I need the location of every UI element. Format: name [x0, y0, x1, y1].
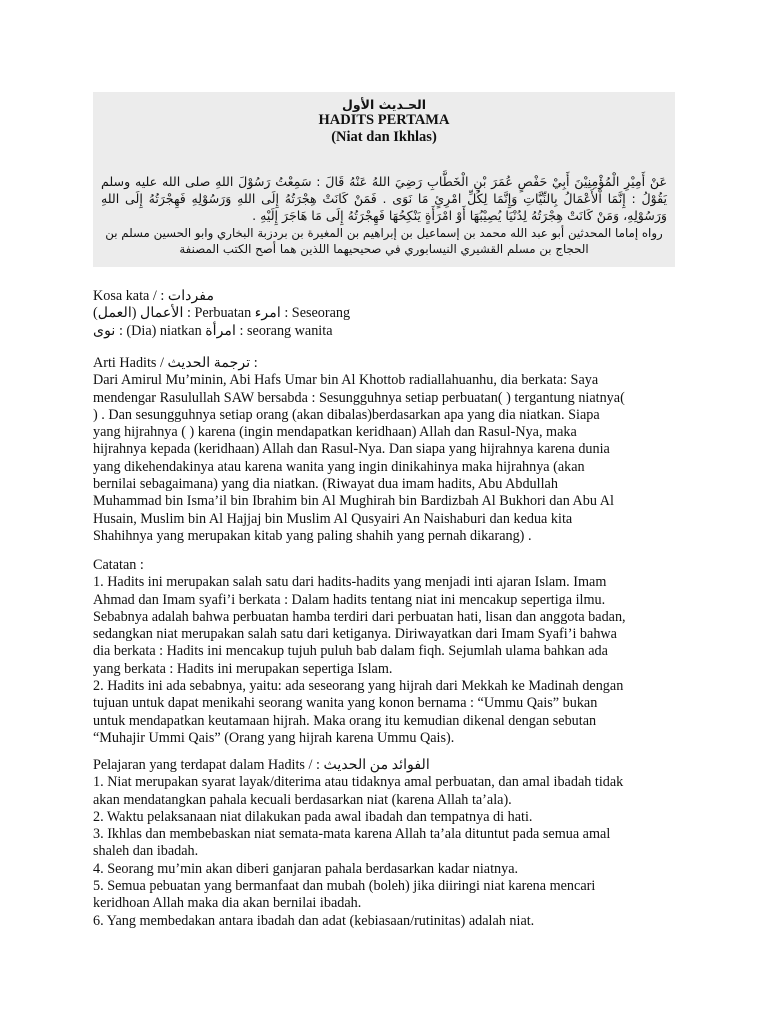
hadith-header-box: [93, 92, 675, 267]
pelajaran-line: shaleh dan ibadah.: [93, 843, 199, 860]
arti-line: Dari Amirul Mu’minin, Abi Hafs Umar bin Al Khottob radiallahuanhu, dia berkata: Saya: [93, 372, 599, 389]
hadith-narration: رواه إماما المحدثين أبو عبد الله محمد بن إسماعيل بن إبراهيم بن المغيرة بن بردزبة البخاري وابو الحسين مسلم بن الحجاج بن مسلم القشيري النيسابوري في صحيحيهما اللذين هما أصح الكتب المصنفة: [105, 226, 663, 256]
arti-section: [93, 355, 675, 545]
catatan-line: Ahmad dan Imam syafi’i berkata : Dalam hadits tentang niat ini mencakup sepertiga ilmu.: [93, 591, 606, 608]
arti-line: ) . Dan sesungguhnya setiap orang (akan dibalas)berdasarkan apa yang dia niatkan. Siapa: [93, 406, 600, 423]
pelajaran-section: [93, 757, 675, 930]
arti-line: yang dikehendakinya atau karena wanita yang ingin dinikahinya maka hijrahnya (akan: [93, 458, 585, 475]
pelajaran-line: 3. Ikhlas dan membebaskan niat semata-mata karena Allah ta’ala dituntut pada semua amal: [93, 826, 611, 843]
arti-line: hijrahnya kepada (keridhaan) Allah dan Rasul-Nya. Dan siapa yang hijrahnya karena dunia: [93, 441, 610, 458]
catatan-line: tujuan untuk dapat menikahi seorang wanita yang konon bernama : “Ummu Qais” bukan: [93, 695, 598, 712]
pelajaran-heading: Pelajaran yang terdapat dalam Hadits / : الفوائد من الحديث: [93, 757, 430, 773]
arti-line: yang hijrahnya ( ) karena (ingin mendapatkan keridhaan) Allah dan Rasul-Nya, maka: [93, 424, 577, 441]
arti-line: Husain, Muslim bin Al Hajjaj bin Muslim Al Qusyairi An Naishaburi dan kedua kita: [93, 510, 573, 527]
pelajaran-line: 4. Seorang mu’min akan diberi ganjaran pahala berdasarkan kadar niatnya.: [93, 860, 519, 877]
arabic-title: الحـديث الأول: [342, 97, 426, 112]
pelajaran-line: 1. Niat merupakan syarat layak/diterima atau tidaknya amal perbuatan, dan amal ibadah tidak: [93, 774, 624, 791]
hadith-subtitle: (Niat dan Ikhlas): [331, 129, 437, 145]
kosa-kata-line-2: نوى : (Dia) niatkan امرأة : seorang wanita: [93, 322, 333, 339]
arti-line: Muhammad bin Isma’il bin Ibrahim bin Al Mughirah bin Bardizbah Al Bukhori dan Abu Al: [93, 493, 614, 510]
kosa-kata-heading: Kosa kata / : مفردات: [93, 288, 215, 304]
arti-line: bernilai sebagaimana) yang dia niatkan. (Riwayat dua imam hadits, Abu Abdullah: [93, 476, 558, 493]
arti-line: Shahihnya yang merupakan kitab yang paling shahih yang pernah dikarang) .: [93, 527, 532, 544]
catatan-line: Sebabnya adalah bahwa perbuatan hamba terdiri dari perbuatan hati, lisan dan anggota badan,: [93, 608, 626, 625]
catatan-line: 2. Hadits ini ada sebabnya, yaitu: ada seseorang yang hijrah dari Mekkah ke Madinah dengan: [93, 678, 624, 695]
catatan-line: 1. Hadits ini merupakan salah satu dari hadits-hadits yang menjadi inti ajaran Islam. Imam: [93, 574, 607, 591]
kosa-kata-line-1: (الأعمال (العمل : Perbuatan امرء : Seseorang: [93, 305, 351, 322]
arti-heading: Arti Hadits / ترجمة الحديث :: [93, 355, 258, 371]
pelajaran-line: 5. Semua pebuatan yang bermanfaat dan mubah (boleh) jika diiringi niat karena mencari: [93, 878, 596, 895]
catatan-heading: Catatan :: [93, 557, 144, 573]
kosa-kata-section: [93, 288, 675, 340]
pelajaran-line: keridhoan Allah maka dia akan bernilai ibadah.: [93, 895, 362, 912]
pelajaran-line: akan mendatangkan pahala kecuali berdasarkan niat (karena Allah ta’ala).: [93, 791, 512, 808]
catatan-section: [93, 557, 675, 747]
catatan-line: “Muhajir Ummi Qais” (Orang yang hijrah karena Ummu Qais).: [93, 729, 455, 746]
catatan-line: yang berkata : Hadits ini merupakan sepertiga Islam.: [93, 660, 393, 677]
hadith-arabic-text: عَنْ أَمِيْرِ الْمُؤْمِنِيْنَ أَبِيْ حَفْصٍ عُمَرَ بْنِ الْخَطَّابِ رَضِيَ اللهُ عَنْهُ قَالَ : سَمِعْتُ رَسُوْلَ اللهِ صلى الله عليه وسلم يَقُوْلُ : إِنَّمَا اْلأَعْمَالُ بِالنِّيَّاتِ وَإِنَّمَا لِكُلِّ امْرِئٍ مَا نَوَى . فَمَنْ كَانَتْ هِجْرَتُهُ إِلَى اللهِ وَرَسُوْلِهِ فَهِجْرَتُهُ إِلَى اللهِ وَرَسُوْلِهِ، وَمَنْ كَانَتْ هِجْرَتُهُ لِدُنْيَا يُصِيْبُهَا أَوْ امْرَأَةٍ يَنْكِحُهَا فَهِجْرَتُهُ إِلَى مَا هَاجَرَ إِلَيْهِ .: [101, 174, 667, 223]
pelajaran-line: 2. Waktu pelaksanaan niat dilakukan pada awal ibadah dan tempatnya di hati.: [93, 808, 533, 825]
catatan-line: dia berkata : Hadits ini mencakup tujuh puluh bab dalam fiqh. Sejumlah ulama bahkan ada: [93, 643, 608, 660]
arti-line: mendengar Rasulullah SAW bersabda : Sesungguhnya setiap perbuatan( ) tergantung niatnya(: [93, 389, 625, 406]
pelajaran-line: 6. Yang membedakan antara ibadah dan adat (kebiasaan/rutinitas) adalah niat.: [93, 912, 535, 929]
hadith-title: HADITS PERTAMA: [318, 112, 450, 128]
catatan-line: sedangkan niat merupakan salah satu dari ketiganya. Diriwayatkan dari Imam Syafi’i bahwa: [93, 626, 617, 643]
catatan-line: untuk mendapatkan keutamaan hijrah. Maka orang itu kemudian dikenal dengan sebutan: [93, 712, 597, 729]
